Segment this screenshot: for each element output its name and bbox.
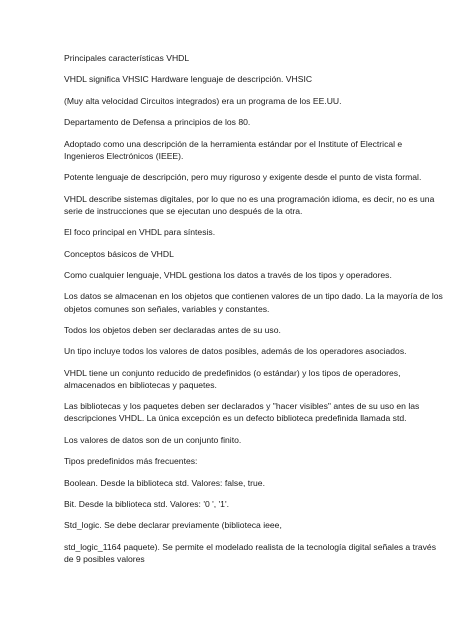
text-line: Todos los objetos deben ser declaradas antes de su uso. bbox=[64, 324, 281, 335]
paragraph bbox=[64, 171, 424, 183]
text-line: Adoptado como una descripción de la herramienta estándar por el Institute of Electrical e bbox=[64, 138, 403, 149]
paragraph bbox=[64, 73, 424, 85]
text-line: Departamento de Defensa a principios de los 80. bbox=[64, 117, 251, 128]
paragraph bbox=[64, 519, 424, 531]
paragraph bbox=[64, 455, 424, 467]
text-line: Bit. Desde la biblioteca std. Valores: '0 ', '1'. bbox=[64, 499, 229, 510]
paragraph bbox=[64, 226, 424, 238]
text-line: objetos comunes son señales, variables y constantes. bbox=[64, 303, 270, 314]
text-line: Std_logic. Se debe declarar previamente (biblioteca ieee, bbox=[64, 520, 282, 531]
heading-principales bbox=[64, 52, 424, 64]
heading-conceptos bbox=[64, 248, 424, 260]
paragraph bbox=[64, 498, 424, 510]
paragraph bbox=[64, 95, 424, 107]
text-line: Un tipo incluye todos los valores de datos posibles, además de los operadores asociados. bbox=[64, 346, 407, 357]
document-body bbox=[64, 52, 443, 574]
text-line: VHDL significa VHSIC Hardware lenguaje de descripción. VHSIC bbox=[64, 74, 313, 85]
text-line: Boolean. Desde la biblioteca std. Valores: false, true. bbox=[64, 477, 265, 488]
text-line: Los valores de datos son de un conjunto finito. bbox=[64, 434, 242, 445]
paragraph bbox=[64, 400, 424, 424]
text-line: de 9 posibles valores bbox=[64, 554, 145, 565]
text-line: VHDL describe sistemas digitales, por lo que no es una programación idioma, es decir, no es una bbox=[64, 193, 435, 204]
text-line: serie de instrucciones que se ejecutan uno después de la otra. bbox=[64, 205, 303, 216]
text-line: El foco principal en VHDL para síntesis. bbox=[64, 227, 216, 238]
text-line: Potente lenguaje de descripción, pero muy riguroso y exigente desde el punto de vista formal. bbox=[64, 172, 422, 183]
paragraph bbox=[64, 345, 424, 357]
text-line: Las bibliotecas y los paquetes deben ser declarados y "hacer visibles" antes de su uso en las bbox=[64, 401, 420, 412]
text-line: almacenados en bibliotecas y paquetes. bbox=[64, 379, 217, 390]
text-line: Conceptos básicos de VHDL bbox=[64, 248, 174, 259]
text-line: Los datos se almacenan en los objetos que contienen valores de un tipo dado. La la mayoría de los bbox=[64, 291, 443, 302]
text-line: VHDL tiene un conjunto reducido de predefinidos (o estándar) y los tipos de operadores, bbox=[64, 367, 401, 378]
text-line: Principales características VHDL bbox=[64, 53, 190, 63]
text-line: std_logic_1164 paquete). Se permite el modelado realista de la tecnología digital señales a través bbox=[64, 541, 436, 552]
text-line: Ingenieros Electrónicos (IEEE). bbox=[64, 150, 184, 161]
paragraph bbox=[64, 477, 424, 489]
paragraph bbox=[64, 116, 424, 128]
paragraph bbox=[64, 324, 424, 336]
text-line: Tipos predefinidos más frecuentes: bbox=[64, 456, 198, 467]
paragraph bbox=[64, 290, 443, 314]
text-line: (Muy alta velocidad Circuitos integrados) era un programa de los EE.UU. bbox=[64, 95, 342, 106]
paragraph bbox=[64, 138, 424, 162]
paragraph bbox=[64, 269, 424, 281]
text-line: descripciones VHDL. La única excepción es un defecto biblioteca predefinida llamada std. bbox=[64, 413, 407, 424]
paragraph bbox=[64, 541, 436, 565]
paragraph bbox=[64, 434, 424, 446]
paragraph bbox=[64, 367, 424, 391]
paragraph bbox=[64, 193, 435, 217]
text-line: Como cualquier lenguaje, VHDL gestiona los datos a través de los tipos y operadores. bbox=[64, 269, 392, 280]
